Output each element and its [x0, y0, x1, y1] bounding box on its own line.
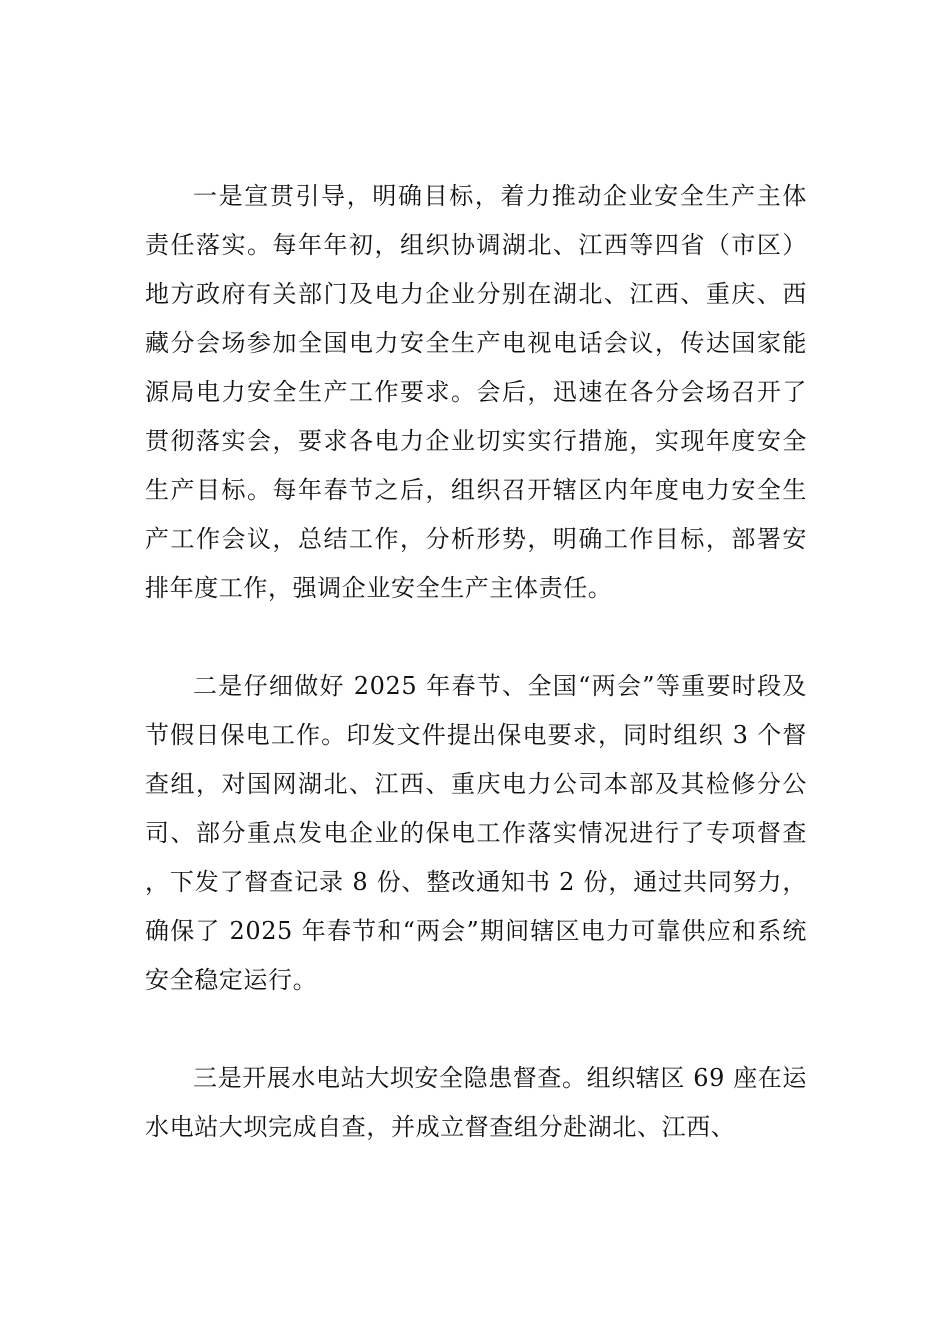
paragraph-2: 二是仔细做好 2025 年春节、全国“两会”等重要时段及节假日保电工作。印发文件提出保电要求，同时组织 3 个督查组，对国网湖北、江西、重庆电力公司本部及其检修分公司、部分重点发电企业的保电工作落实情况进行了专项督查，下发了督查记录 8 份、整改通知书 2 份，通过共同努力，确保了 2025 年春节和“两会”期间辖区电力可靠供应和系统安全稳定运行。 [145, 672, 807, 994]
document-body [145, 172, 807, 1152]
paragraph-1: 一是宣贯引导，明确目标，着力推动企业安全生产主体责任落实。每年年初，组织协调湖北、江西等四省（市区）地方政府有关部门及电力企业分别在湖北、江西、重庆、西藏分会场参加全国电力安全生产电视电话会议，传达国家能源局电力安全生产工作要求。会后，迅速在各分会场召开了贯彻落实会，要求各电力企业切实实行措施，实现年度安全生产目标。每年春节之后，组织召开辖区内年度电力安全生产工作会议，总结工作，分析形势，明确工作目标，部署安排年度工作，强调企业安全生产主体责任。 [145, 182, 807, 602]
paragraph-3: 三是开展水电站大坝安全隐患督查。组织辖区 69 座在运水电站大坝完成自查，并成立督查组分赴湖北、江西、 [145, 1064, 807, 1141]
